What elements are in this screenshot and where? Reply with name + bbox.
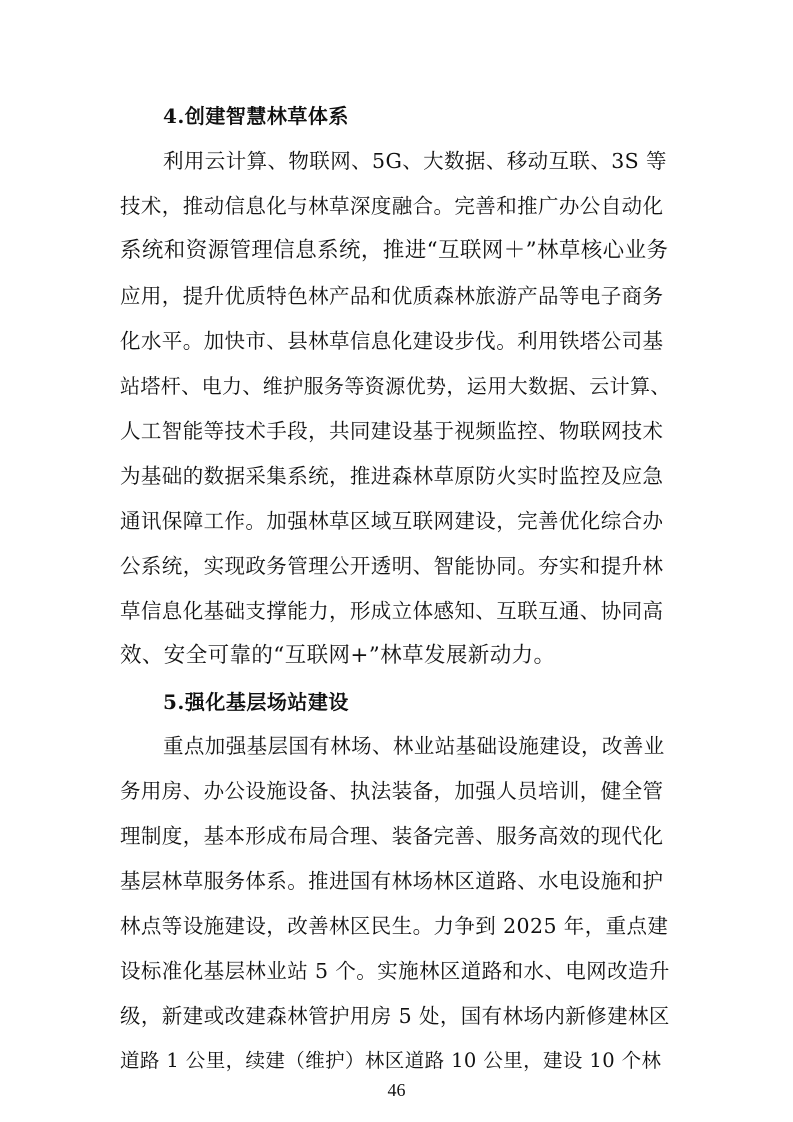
paragraph-line: 通讯保障工作。加强林草区域互联网建设，完善优化综合办 [120,509,664,533]
paragraph-line: 草信息化基础支撑能力，形成立体感知、互联互通、协同高 [120,599,664,623]
section-heading-5: 5.强化基层场站建设 [163,690,349,714]
paragraph-line: 理制度，基本形成布局合理、装备完善、服务高效的现代化 [120,824,664,848]
paragraph-line: 道路 1 公里，续建（维护）林区道路 10 公里，建设 10 个林 [120,1049,662,1072]
section-heading-4: 4.创建智慧林草体系 [163,104,349,128]
paragraph-line: 级，新建或改建森林管护用房 5 处，国有林场内新修建林区 [120,1004,670,1028]
paragraph-line: 效、安全可靠的“互联网+”林草发展新动力。 [120,643,556,668]
paragraph-line: 设标准化基层林业站 5 个。实施林区道路和水、电网改造升 [120,959,670,983]
paragraph-line: 应用，提升优质特色林产品和优质森林旅游产品等电子商务 [120,284,664,308]
paragraph-line: 为基础的数据采集系统，推进森林草原防火实时监控及应急 [120,464,664,488]
paragraph-line: 利用云计算、物联网、5G、大数据、移动互联、3S 等 [163,149,667,173]
paragraph-line: 系统和资源管理信息系统，推进“互联网＋”林草核心业务 [120,238,669,263]
paragraph-line: 化水平。加快市、县林草信息化建设步伐。利用铁塔公司基 [120,329,664,353]
paragraph-line: 务用房、办公设施设备、执法装备，加强人员培训，健全管 [120,779,664,803]
paragraph-line: 公系统，实现政务管理公开透明、智能协同。夯实和提升林 [120,554,664,578]
paragraph-line: 人工智能等技术手段，共同建设基于视频监控、物联网技术 [120,419,664,443]
paragraph-line: 站塔杆、电力、维护服务等资源优势，运用大数据、云计算、 [120,374,671,398]
page-number: 46 [387,1080,406,1100]
paragraph-line: 林点等设施建设，改善林区民生。力争到 2025 年，重点建 [120,914,669,938]
paragraph-line: 基层林草服务体系。推进国有林场林区道路、水电设施和护 [120,869,664,893]
paragraph-line: 重点加强基层国有林场、林业站基础设施建设，改善业 [163,734,665,758]
paragraph-line: 技术，推动信息化与林草深度融合。完善和推广办公自动化 [120,194,664,218]
